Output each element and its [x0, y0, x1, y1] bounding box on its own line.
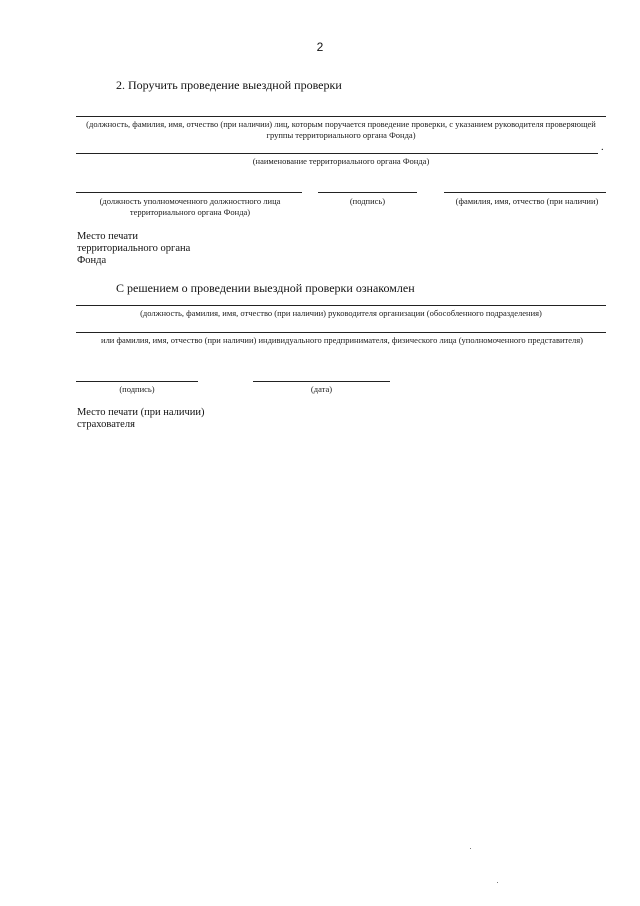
name-caption: (фамилия, имя, отчество (при наличии) [455, 196, 599, 206]
fund-body-line [76, 153, 598, 154]
assignee-line [76, 116, 606, 117]
signature-caption: (подпись) [349, 196, 386, 206]
org-head-caption: (должность, фамилия, имя, отчество (при наличии) руководителя организации (обособленного подразделения) [140, 308, 542, 318]
entrepreneur-caption: или фамилия, имя, отчество (при наличии) индивидуального предпринимателя, физического лица (уполномоченного представителя) [101, 335, 583, 345]
bottom-signature-line [76, 381, 198, 382]
date-caption: (дата) [310, 384, 333, 394]
name-line [444, 192, 606, 193]
stamp-fund-line3: Фонда [77, 255, 107, 266]
scan-speck [470, 848, 471, 849]
bottom-signature-caption: (подпись) [119, 384, 155, 394]
date-line [253, 381, 390, 382]
acquainted-heading: С решением о проведении выездной проверки ознакомлен [116, 281, 415, 295]
stamp-insured-line2: страхователя [77, 419, 135, 430]
entrepreneur-line [76, 332, 606, 333]
org-head-line [76, 305, 606, 306]
assignee-caption: (должность, фамилия, имя, отчество (при наличии) лиц, которым поручается проведение проверки, с указанием руководителя проверяющей группы территориального органа Фонда) [86, 119, 596, 140]
signature-line [318, 192, 417, 193]
section2-heading: 2. Поручить проведение выездной проверки [116, 78, 342, 92]
page-number: 2 [316, 40, 324, 54]
stamp-insured-line1: Место печати (при наличии) [77, 407, 205, 418]
official-line [76, 192, 302, 193]
scan-speck [497, 882, 498, 883]
stamp-fund-line2: территориального органа [77, 243, 191, 254]
official-caption: (должность уполномоченного должностного лица территориального органа Фонда) [99, 196, 281, 217]
trailing-period: . [601, 142, 604, 153]
fund-body-caption: (наименование территориального органа Фонда) [252, 156, 430, 166]
stamp-fund-line1: Место печати [77, 231, 139, 242]
